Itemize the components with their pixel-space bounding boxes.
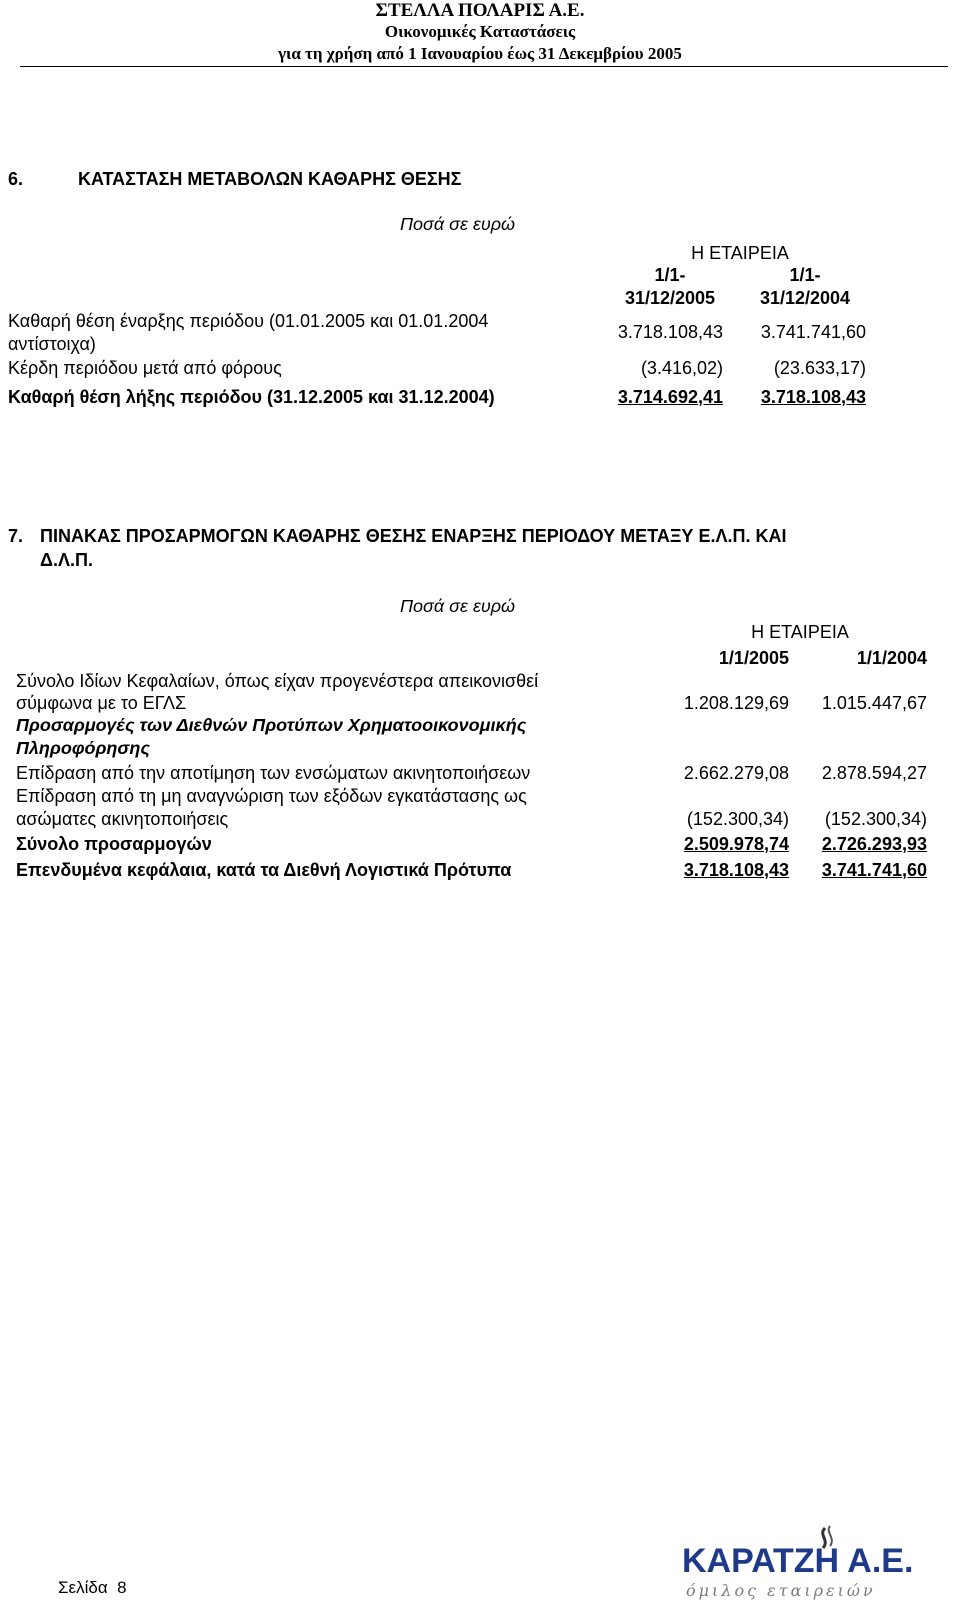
row-label-line1: Προσαρμογές των Διεθνών Προτύπων Χρηματοοικονομικής: [16, 715, 527, 735]
row-label: Καθαρή θέση λήξης περιόδου (31.12.2005 και 31.12.2004): [8, 387, 495, 407]
value-2004: (23.633,17): [773, 358, 866, 378]
value-2005: (3.416,02): [640, 358, 723, 378]
value-2005: (152.300,34): [686, 809, 789, 829]
value-2005: 1.208.129,69: [683, 693, 789, 713]
section6-col1-line1: 1/1-: [654, 265, 686, 285]
row-label-line2: ασώματες ακινητοποιήσεις: [16, 809, 229, 829]
value-2005: 2.662.279,08: [683, 763, 789, 783]
row-label-line2: Πληροφόρησης: [16, 738, 150, 758]
period-line: για τη χρήση από 1 Ιανουαρίου έως 31 Δεκεμβρίου 2005: [278, 44, 682, 63]
row-label-line2: αντίστοιχα): [8, 334, 96, 354]
value-2004: 1.015.447,67: [821, 693, 927, 713]
header-rule: [20, 66, 948, 67]
section6-title: ΚΑΤΑΣΤΑΣΗ ΜΕΤΑΒΟΛΩΝ ΚΑΘΑΡΗΣ ΘΕΣΗΣ: [78, 169, 462, 189]
logo-name: ΚΑΡΑΤΖΗ Α.Ε.: [682, 1542, 914, 1580]
row-label-line1: Σύνολο Ιδίων Κεφαλαίων, όπως είχαν προγενέστερα απεικονισθεί: [16, 671, 539, 691]
karatzi-logo: [680, 1510, 935, 1610]
row-label: Σύνολο προσαρμογών: [16, 834, 212, 854]
section7-title-line2: Δ.Λ.Π.: [40, 550, 93, 570]
section7-col2-header: 1/1/2004: [856, 648, 927, 668]
value-2005: 2.509.978,74: [683, 834, 789, 854]
row-label-line1: Επίδραση από τη μη αναγνώριση των εξόδων εγκατάστασης ως: [16, 786, 527, 806]
row-label: Επίδραση από την αποτίμηση των ενσώματων ακινητοποιήσεων: [16, 763, 531, 783]
section6-col2-line2: 31/12/2004: [759, 288, 851, 308]
value-2004: (152.300,34): [824, 809, 927, 829]
row-label-line2: σύμφωνα με το ΕΓΛΣ: [16, 693, 187, 713]
row-label: Επενδυμένα κεφάλαια, κατά τα Διεθνή Λογιστικά Πρότυπα: [16, 860, 512, 880]
logo-tagline: όμιλος εταιρειών: [686, 1581, 876, 1600]
logo-graphic: [680, 1510, 935, 1610]
section7-currency-note: Ποσά σε ευρώ: [400, 596, 516, 616]
section6-number: 6.: [8, 169, 24, 189]
value-2004: 3.718.108,43: [760, 387, 866, 407]
section7-number: 7.: [8, 526, 24, 546]
value-2004: 3.741.741,60: [760, 322, 866, 342]
company-name: ΣΤΕΛΛΑ ΠΟΛΑΡΙΣ Α.Ε.: [375, 0, 585, 21]
value-2004: 3.741.741,60: [821, 860, 927, 880]
section7-col1-header: 1/1/2005: [718, 648, 789, 668]
value-2005: 3.714.692,41: [617, 387, 723, 407]
value-2004: 2.878.594,27: [821, 763, 927, 783]
section6-entity-header: Η ΕΤΑΙΡΕΙΑ: [691, 243, 789, 263]
value-2005: 3.718.108,43: [617, 322, 723, 342]
section7-title-line1: ΠΙΝΑΚΑΣ ΠΡΟΣΑΡΜΟΓΩΝ ΚΑΘΑΡΗΣ ΘΕΣΗΣ ΕΝΑΡΞΗΣ ΠΕΡΙΟΔΟΥ ΜΕΤΑΞΥ Ε.Λ.Π. ΚΑΙ: [40, 526, 787, 546]
section7-entity-header: Η ΕΤΑΙΡΕΙΑ: [751, 622, 849, 642]
section6-col1-line2: 31/12/2005: [624, 288, 716, 308]
section6-col2-line1: 1/1-: [789, 265, 821, 285]
document-title: Οικονομικές Καταστάσεις: [384, 22, 576, 41]
page-number: Σελίδα 8: [58, 1578, 127, 1597]
row-label: Κέρδη περιόδου μετά από φόρους: [8, 358, 282, 378]
value-2004: 2.726.293,93: [821, 834, 927, 854]
row-label-line1: Καθαρή θέση έναρξης περιόδου (01.01.2005 και 01.01.2004: [8, 311, 489, 331]
value-2005: 3.718.108,43: [683, 860, 789, 880]
section6-currency-note: Ποσά σε ευρώ: [400, 214, 516, 234]
